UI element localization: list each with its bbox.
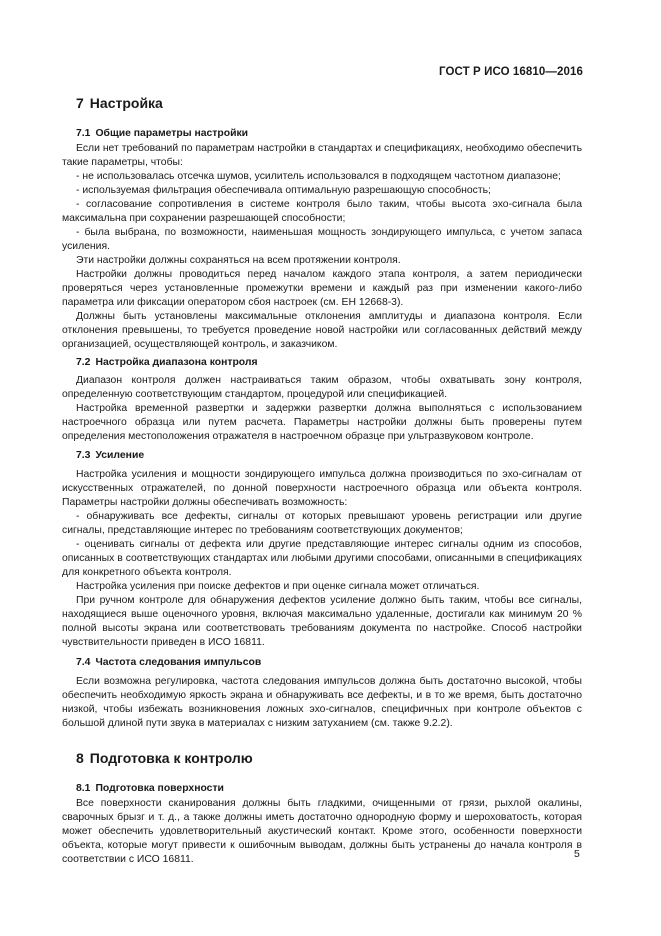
- subsection-7-2-heading: [76, 356, 582, 370]
- section-7-heading: [76, 95, 582, 111]
- page-number: 5: [574, 849, 580, 860]
- subsection-number: 8.1: [76, 783, 91, 794]
- list-item: - оценивать сигналы от дефекта или другие представляющие интерес сигналы одним из способов, описанных в соответствующих стандартах или любыми другими способами, описанными в спецификациях для конкретного объекта контроля.: [62, 539, 582, 578]
- subsection-number: 7.4: [76, 657, 91, 668]
- subsection-7-3-heading: [76, 449, 582, 463]
- subsection-title: Частота следования импульсов: [95, 657, 262, 668]
- list-item: - была выбрана, по возможности, наименьшая мощность зондирующего импульса, с учетом запаса усиления.: [62, 227, 582, 252]
- subsection-7-1-heading: [76, 127, 582, 141]
- subsection-title: Подготовка поверхности: [95, 783, 224, 794]
- section-title: Подготовка к контролю: [89, 750, 253, 766]
- paragraph: Настройка усиления и мощности зондирующего импульса должна производиться по эхо-сигналам от искусственных отражателей, по донной поверхности настроечного образца или объекта контроля. Параметры настройки должны обеспечивать возможность:: [62, 469, 582, 508]
- paragraph: Настройка временной развертки и задержки развертки должна выполняться с использованием настроечного образца или путем расчета. Параметры настройки должны быть проверены путем определения местоположения отражателя в настроечном образце при ультразвуковом контроле.: [62, 403, 582, 442]
- subsection-title: Настройка диапазона контроля: [95, 357, 258, 368]
- standard-header: ГОСТ Р ИСО 16810—2016: [438, 66, 583, 78]
- subsection-number: 7.3: [76, 450, 91, 461]
- section-number: 7: [76, 95, 84, 111]
- paragraph: Если нет требований по параметрам настройки в стандартах и спецификациях, необходимо обеспечить такие параметры, чтобы:: [62, 143, 582, 168]
- subsection-7-4-heading: [76, 656, 582, 670]
- paragraph: Все поверхности сканирования должны быть гладкими, очищенными от грязи, рыхлой окалины, сварочных брызг и т. д., а также должны иметь достаточно однородную форму и шероховатость, которая может обеспечить удовлетворительный акустический контакт. Кроме этого, особенности поверхности объекта, которые могут привести к ошибочным выводам, должны быть устранены до начала контроля в соответствии с ИСО 16811.: [62, 798, 582, 865]
- paragraph: Эти настройки должны сохраняться на всем протяжении контроля.: [76, 255, 401, 266]
- subsection-8-1-heading: [76, 782, 582, 796]
- section-number: 8: [76, 750, 84, 766]
- subsection-number: 7.2: [76, 357, 91, 368]
- list-item: - не использовалась отсечка шумов, усилитель использовался в подходящем частотном диапазоне;: [76, 171, 561, 182]
- page-content: [62, 95, 582, 867]
- paragraph: Диапазон контроля должен настраиваться таким образом, чтобы охватывать зону контроля, определенную соответствующим стандартом, процедурой или спецификацией.: [62, 375, 582, 400]
- list-item: - используемая фильтрация обеспечивала оптимальную разрешающую способность;: [76, 185, 491, 196]
- list-item: - обнаруживать все дефекты, сигналы от которых превышают уровень регистрации или другие сигналы, представляющие интерес по требованиям соответствующих документов;: [62, 511, 582, 536]
- paragraph: Если возможна регулировка, частота следования импульсов должна быть достаточно высокой, чтобы обеспечить необходимую яркость экрана и обнаруживать все дефекты, и в то же время, быть достаточно низкой, чтобы избежать возникновения ложных эхо-сигналов, специфичных при контроле объектов с большой длиной пути звука в материалах с низким затуханием (см. также 9.2.2).: [62, 676, 582, 729]
- paragraph: Настройка усиления при поиске дефектов и при оценке сигнала может отличаться.: [76, 581, 480, 592]
- paragraph: Должны быть установлены максимальные отклонения амплитуды и диапазона контроля. Если отклонения превышены, то требуется проведение новой настройки или согласованных действий между организацией, осуществляющей контроль, и заказчиком.: [62, 311, 582, 350]
- list-item: - согласование сопротивления в системе контроля было таким, чтобы высота эхо-сигнала была максимальна при сохранении разрешающей способности;: [62, 199, 582, 224]
- section-8-heading: [76, 750, 582, 766]
- subsection-title: Усиление: [95, 450, 145, 461]
- subsection-number: 7.1: [76, 128, 91, 139]
- section-title: Настройка: [89, 95, 163, 111]
- paragraph: При ручном контроле для обнаружения дефектов усиление должно быть таким, чтобы все сигналы, находящиеся выше оценочного уровня, включая максимально удаленные, достигали как минимум 20 % полной высоты экрана или соответствовать требованиям документа по настройке. Способ настройки чувствительности приведен в ИСО 16811.: [62, 595, 582, 648]
- paragraph: Настройки должны проводиться перед началом каждого этапа контроля, а затем периодически проверяться через установленные промежутки времени и каждый раз при изменении какого-либо параметра или фиксации оператором сбоя настроек (см. ЕН 12668-3).: [62, 269, 582, 308]
- subsection-title: Общие параметры настройки: [95, 128, 249, 139]
